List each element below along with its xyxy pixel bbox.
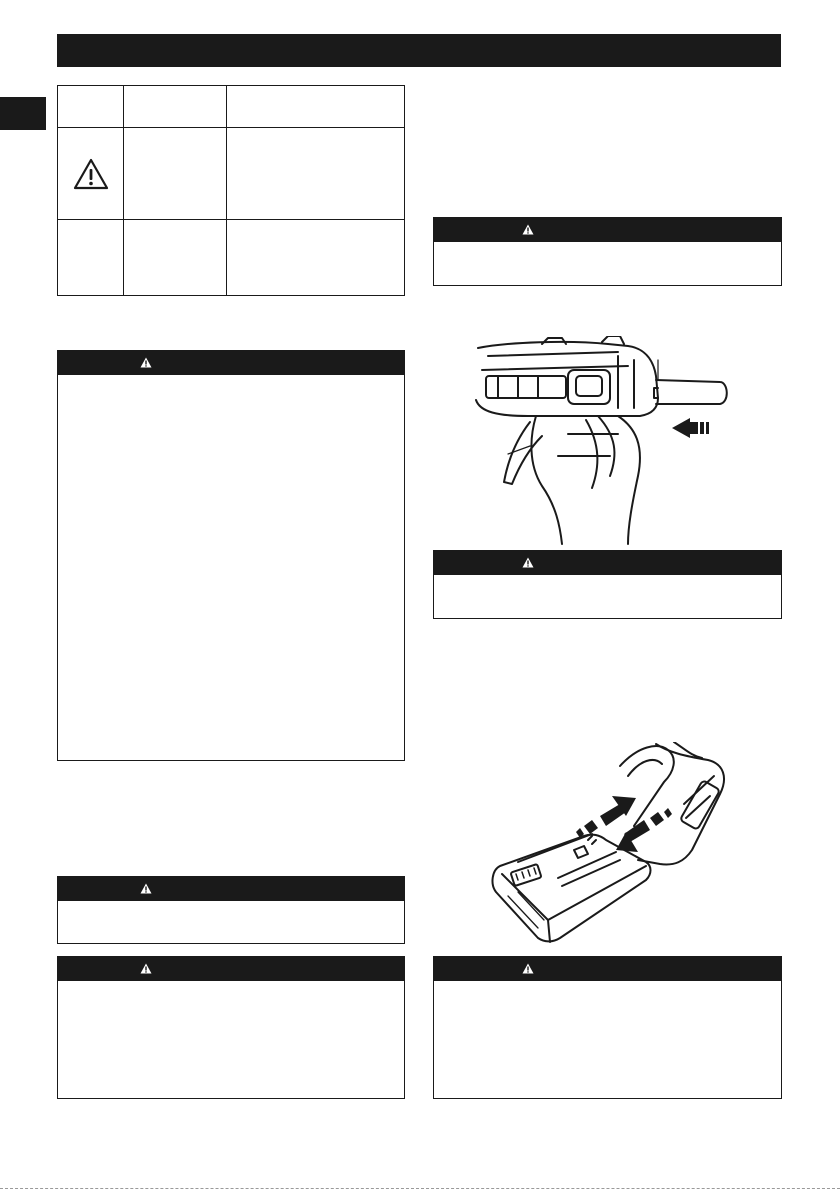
caution-box bbox=[433, 217, 782, 286]
warning-small-icon bbox=[522, 963, 534, 974]
caution-title-bar bbox=[434, 551, 781, 575]
warning-small-icon bbox=[140, 357, 152, 368]
warning-triangle-icon bbox=[73, 158, 109, 190]
caution-title-bar bbox=[434, 218, 781, 242]
safety-warning-box bbox=[57, 350, 405, 761]
page-header-bar bbox=[57, 34, 781, 67]
table-column-divider bbox=[226, 86, 227, 295]
warning-small-icon bbox=[140, 963, 152, 974]
caution-box bbox=[57, 956, 405, 1099]
table-row-divider bbox=[58, 127, 404, 128]
warning-small-icon bbox=[140, 883, 152, 894]
caution-box bbox=[433, 550, 782, 619]
warning-small-icon bbox=[522, 557, 534, 568]
caution-title-bar bbox=[434, 957, 781, 981]
caution-title-bar bbox=[58, 877, 404, 901]
page-bottom-trim-line bbox=[0, 1188, 840, 1189]
battery-pack-attachment-figure bbox=[488, 742, 738, 944]
caution-title-bar bbox=[58, 957, 404, 981]
table-row-divider bbox=[58, 219, 404, 220]
language-side-tab bbox=[0, 97, 46, 130]
warning-title-bar bbox=[58, 351, 404, 375]
caution-box bbox=[433, 956, 782, 1099]
safety-symbol-table bbox=[57, 85, 405, 296]
glue-gun-stick-insertion-figure bbox=[468, 336, 748, 546]
warning-small-icon bbox=[522, 224, 534, 235]
table-column-divider bbox=[123, 86, 124, 295]
arrow-left-icon bbox=[672, 418, 709, 438]
caution-box bbox=[57, 876, 405, 944]
arrow-both-icon bbox=[576, 796, 672, 852]
